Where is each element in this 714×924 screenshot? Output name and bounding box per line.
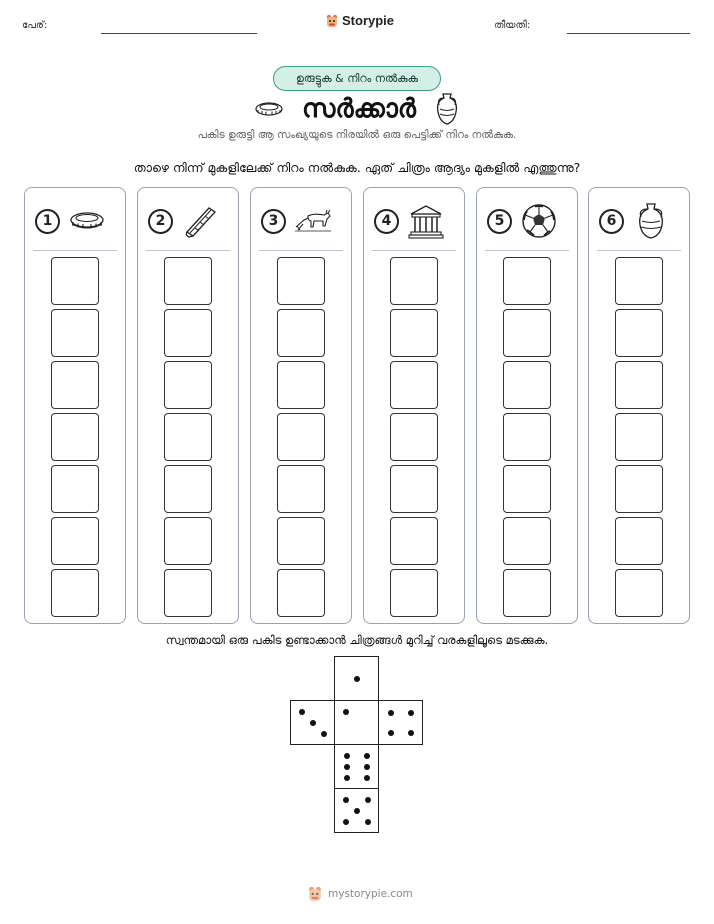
color-box[interactable] [615, 517, 663, 565]
column-number: 6 [599, 209, 624, 234]
die-pip [354, 676, 360, 682]
die-pip [344, 775, 350, 781]
column-2 [137, 187, 239, 624]
color-box[interactable] [277, 309, 325, 357]
column-number: 1 [35, 209, 60, 234]
die-pip [364, 775, 370, 781]
column-number: 3 [261, 209, 286, 234]
die-face-6 [334, 744, 379, 789]
column-divider [146, 250, 230, 251]
die-pip [388, 730, 394, 736]
color-box[interactable] [51, 257, 99, 305]
subtitle: പകിട ഉരുട്ടി ആ സംഖ്യയുടെ നിരയിൽ ഒരു പെട്ടിക്ക് നിറം നൽകുക. [197, 129, 517, 141]
column-number: 4 [374, 209, 399, 234]
color-box[interactable] [390, 465, 438, 513]
column-5 [476, 187, 578, 624]
temple-icon [407, 202, 445, 240]
column-4 [363, 187, 465, 624]
color-box[interactable] [503, 309, 551, 357]
activity-badge: ഉരുട്ടുക & നിറം നൽകുക [273, 66, 441, 91]
color-box[interactable] [164, 309, 212, 357]
column-divider [33, 250, 117, 251]
color-box[interactable] [503, 465, 551, 513]
color-box[interactable] [503, 361, 551, 409]
die-pip [388, 710, 394, 716]
color-box[interactable] [390, 257, 438, 305]
die-pip [299, 709, 305, 715]
page-title: സർക്കാർ [302, 93, 416, 124]
die-pip [408, 710, 414, 716]
column-3 [250, 187, 352, 624]
die-pip [343, 819, 349, 825]
color-box[interactable] [615, 413, 663, 461]
amphora-icon [434, 92, 460, 126]
die-face-1 [334, 656, 379, 701]
die-face-4 [378, 700, 423, 745]
die-pip [364, 753, 370, 759]
color-box[interactable] [277, 569, 325, 617]
color-box[interactable] [390, 569, 438, 617]
aqueduct-icon [181, 202, 219, 240]
die-pip [310, 720, 316, 726]
question: താഴെ നിന്ന് മുകളിലേക്ക് നിറം നൽകുക. ഏത് ചിത്രം ആദ്യം മുകളിൽ എത്തുന്നു? [133, 160, 581, 175]
color-box[interactable] [503, 413, 551, 461]
ox-plough-icon [294, 202, 332, 240]
storypie-mascot-icon [326, 14, 338, 28]
color-box[interactable] [51, 517, 99, 565]
die-pip [408, 730, 414, 736]
die-face-3 [290, 700, 335, 745]
die-pip [343, 797, 349, 803]
column-divider [485, 250, 569, 251]
die-pip [365, 819, 371, 825]
storypie-mascot-icon [308, 886, 322, 902]
color-box[interactable] [164, 569, 212, 617]
color-box[interactable] [390, 517, 438, 565]
column-divider [259, 250, 343, 251]
color-box[interactable] [164, 413, 212, 461]
die-pip [343, 709, 349, 715]
die-face-1 [334, 700, 379, 745]
column-divider [372, 250, 456, 251]
name-line [101, 33, 257, 34]
color-box[interactable] [615, 465, 663, 513]
color-box[interactable] [390, 413, 438, 461]
color-box[interactable] [503, 569, 551, 617]
footer-site: mystorypie.com [328, 888, 413, 900]
color-box[interactable] [390, 361, 438, 409]
die-pip [365, 797, 371, 803]
brand-name: Storypie [342, 13, 395, 28]
die-pip [321, 731, 327, 737]
color-box[interactable] [615, 569, 663, 617]
column-divider [597, 250, 681, 251]
color-box[interactable] [277, 465, 325, 513]
color-box[interactable] [164, 517, 212, 565]
title-row [0, 92, 714, 126]
color-box[interactable] [503, 517, 551, 565]
die-instruction: സ്വന്തമായി ഒരു പകിട ഉണ്ടാക്കാൻ ചിത്രങ്ങൾ മുറിച്ച് വരകളിലൂടെ മടക്കുക. [165, 633, 549, 647]
color-box[interactable] [164, 361, 212, 409]
color-box[interactable] [51, 413, 99, 461]
colosseum-icon [254, 99, 284, 119]
color-box[interactable] [390, 309, 438, 357]
footer [308, 886, 413, 902]
column-6 [588, 187, 690, 624]
color-box[interactable] [615, 309, 663, 357]
color-box[interactable] [503, 257, 551, 305]
color-box[interactable] [164, 465, 212, 513]
die-pip [354, 808, 360, 814]
color-box[interactable] [51, 569, 99, 617]
column-1 [24, 187, 126, 624]
soccer-ball-icon [520, 202, 558, 240]
color-box[interactable] [277, 361, 325, 409]
color-box[interactable] [615, 257, 663, 305]
name-label: പേര്: [22, 20, 48, 31]
date-line [567, 33, 690, 34]
die-pip [344, 764, 350, 770]
die-pip [344, 753, 350, 759]
die-pip [364, 764, 370, 770]
color-box[interactable] [51, 465, 99, 513]
amphora-icon [632, 202, 670, 240]
color-box[interactable] [277, 517, 325, 565]
date-label: തീയതി: [494, 20, 531, 31]
color-box[interactable] [164, 257, 212, 305]
die-face-5 [334, 788, 379, 833]
column-number: 5 [487, 209, 512, 234]
color-box[interactable] [277, 413, 325, 461]
column-number: 2 [148, 209, 173, 234]
colosseum-icon [68, 202, 106, 240]
storypie-logo [326, 13, 394, 28]
color-box[interactable] [277, 257, 325, 305]
color-box[interactable] [51, 309, 99, 357]
color-box[interactable] [51, 361, 99, 409]
color-box[interactable] [615, 361, 663, 409]
